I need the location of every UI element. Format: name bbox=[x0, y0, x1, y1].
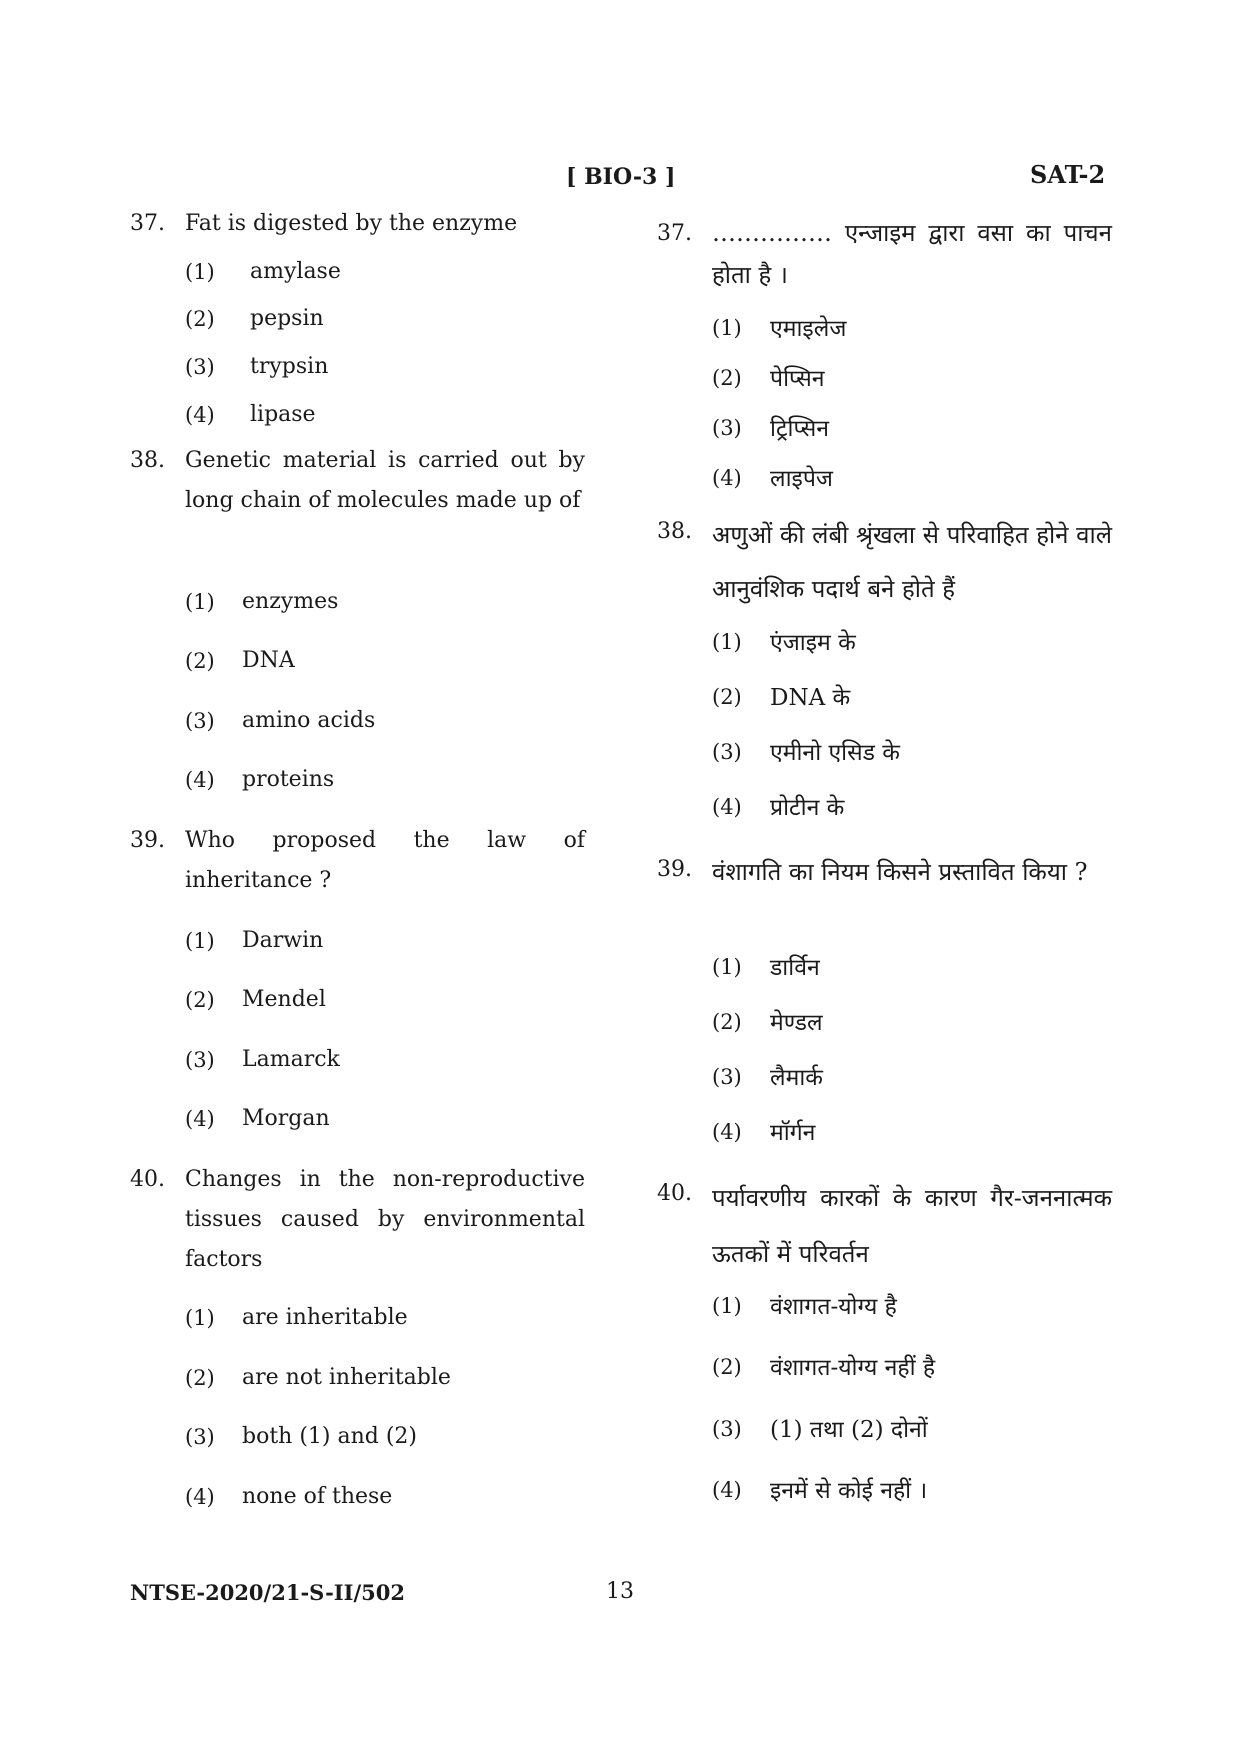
option-text: मॉर्गन bbox=[770, 1120, 816, 1146]
option-number: (4) bbox=[712, 1478, 742, 1502]
option-number: (2) bbox=[712, 685, 742, 709]
option-text: लाइपेज bbox=[770, 466, 833, 492]
option-text: both (1) and (2) bbox=[242, 1424, 418, 1449]
option-text: Morgan bbox=[242, 1106, 330, 1131]
option-number: (3) bbox=[712, 1417, 742, 1441]
option-text: enzymes bbox=[242, 589, 339, 614]
page-number: 13 bbox=[606, 1579, 634, 1604]
question-number: 39. bbox=[657, 857, 692, 882]
footer-code: NTSE-2020/21-S-II/502 bbox=[130, 1580, 405, 1605]
option-number: (3) bbox=[185, 355, 215, 379]
section-header: [ BIO-3 ] bbox=[566, 164, 676, 190]
option-text: एंजाइम के bbox=[770, 630, 856, 656]
option-text: Darwin bbox=[242, 928, 324, 953]
question-stem: अणुओं की लंबी श्रृंखला से परिवाहित होने वाले आनुवंशिक पदार्थ बने होते हैं bbox=[712, 521, 1112, 603]
question-number: 40. bbox=[130, 1167, 165, 1192]
option-number: (2) bbox=[185, 307, 215, 331]
paper-code: SAT-2 bbox=[1030, 160, 1106, 189]
option-text: वंशागत-योग्य है bbox=[770, 1294, 897, 1320]
option-text: Lamarck bbox=[242, 1047, 340, 1072]
question-number: 38. bbox=[130, 448, 165, 473]
option-number: (1) bbox=[185, 929, 215, 953]
option-number: (4) bbox=[712, 1120, 742, 1144]
option-number: (3) bbox=[712, 1065, 742, 1089]
question-stem: पर्यावरणीय कारकों के कारण गैर-जननात्मक ऊतकों में परिवर्तन bbox=[712, 1184, 1112, 1268]
option-text: none of these bbox=[242, 1484, 393, 1509]
option-number: (3) bbox=[185, 1048, 215, 1072]
option-number: (4) bbox=[712, 466, 742, 490]
option-number: (3) bbox=[185, 1425, 215, 1449]
question-stem: Fat is digested by the enzyme bbox=[185, 211, 518, 236]
question-stem: Changes in the non-reproductive tissues caused by environmental factors bbox=[185, 1167, 585, 1272]
option-number: (4) bbox=[185, 1107, 215, 1131]
option-number: (1) bbox=[712, 955, 742, 979]
question-number: 39. bbox=[130, 828, 165, 853]
option-number: (3) bbox=[185, 709, 215, 733]
option-text: DNA के bbox=[770, 685, 851, 711]
option-number: (4) bbox=[185, 403, 215, 427]
option-number: (1) bbox=[185, 1306, 215, 1330]
option-text: proteins bbox=[242, 767, 335, 792]
option-number: (2) bbox=[185, 649, 215, 673]
option-number: (1) bbox=[712, 630, 742, 654]
option-text: लैमार्क bbox=[770, 1065, 823, 1091]
option-text: प्रोटीन के bbox=[770, 795, 845, 821]
option-number: (2) bbox=[185, 988, 215, 1012]
option-number: (2) bbox=[185, 1366, 215, 1390]
option-number: (4) bbox=[185, 1485, 215, 1509]
option-number: (1) bbox=[712, 1294, 742, 1318]
option-text: amylase bbox=[250, 259, 341, 284]
option-text: वंशागत-योग्य नहीं है bbox=[770, 1355, 936, 1381]
option-number: (4) bbox=[185, 768, 215, 792]
option-number: (3) bbox=[712, 740, 742, 764]
question-stem: Genetic material is carried out by long chain of molecules made up of bbox=[185, 448, 585, 513]
option-number: (2) bbox=[712, 1355, 742, 1379]
option-text: एमाइलेज bbox=[770, 316, 847, 342]
option-text: are inheritable bbox=[242, 1305, 408, 1330]
option-number: (4) bbox=[712, 795, 742, 819]
option-text: trypsin bbox=[250, 354, 329, 379]
option-text: ट्रिप्सिन bbox=[770, 416, 830, 442]
option-text: pepsin bbox=[250, 306, 324, 331]
option-text: डार्विन bbox=[770, 955, 820, 981]
option-text: इनमें से कोई नहीं । bbox=[770, 1478, 928, 1504]
option-text: (1) तथा (2) दोनों bbox=[770, 1417, 928, 1443]
question-number: 37. bbox=[657, 221, 692, 246]
option-text: DNA bbox=[242, 648, 295, 673]
option-number: (1) bbox=[712, 316, 742, 340]
option-number: (2) bbox=[712, 1010, 742, 1034]
question-stem: वंशागति का नियम किसने प्रस्तावित किया ? bbox=[712, 858, 1088, 886]
option-number: (1) bbox=[185, 260, 215, 284]
option-number: (3) bbox=[712, 416, 742, 440]
question-stem: …………… एन्जाइम द्वारा वसा का पाचन होता है । bbox=[712, 219, 1112, 289]
question-number: 38. bbox=[657, 519, 692, 544]
question-stem: Who proposed the law of inheritance ? bbox=[185, 828, 585, 893]
option-text: lipase bbox=[250, 402, 316, 427]
option-text: मेण्डल bbox=[770, 1010, 823, 1036]
option-text: Mendel bbox=[242, 987, 326, 1012]
option-number: (1) bbox=[185, 590, 215, 614]
option-text: एमीनो एसिड के bbox=[770, 740, 900, 766]
option-text: amino acids bbox=[242, 708, 376, 733]
question-number: 37. bbox=[130, 211, 165, 236]
option-text: पेप्सिन bbox=[770, 366, 825, 392]
option-text: are not inheritable bbox=[242, 1365, 451, 1390]
question-number: 40. bbox=[657, 1181, 692, 1206]
option-number: (2) bbox=[712, 366, 742, 390]
